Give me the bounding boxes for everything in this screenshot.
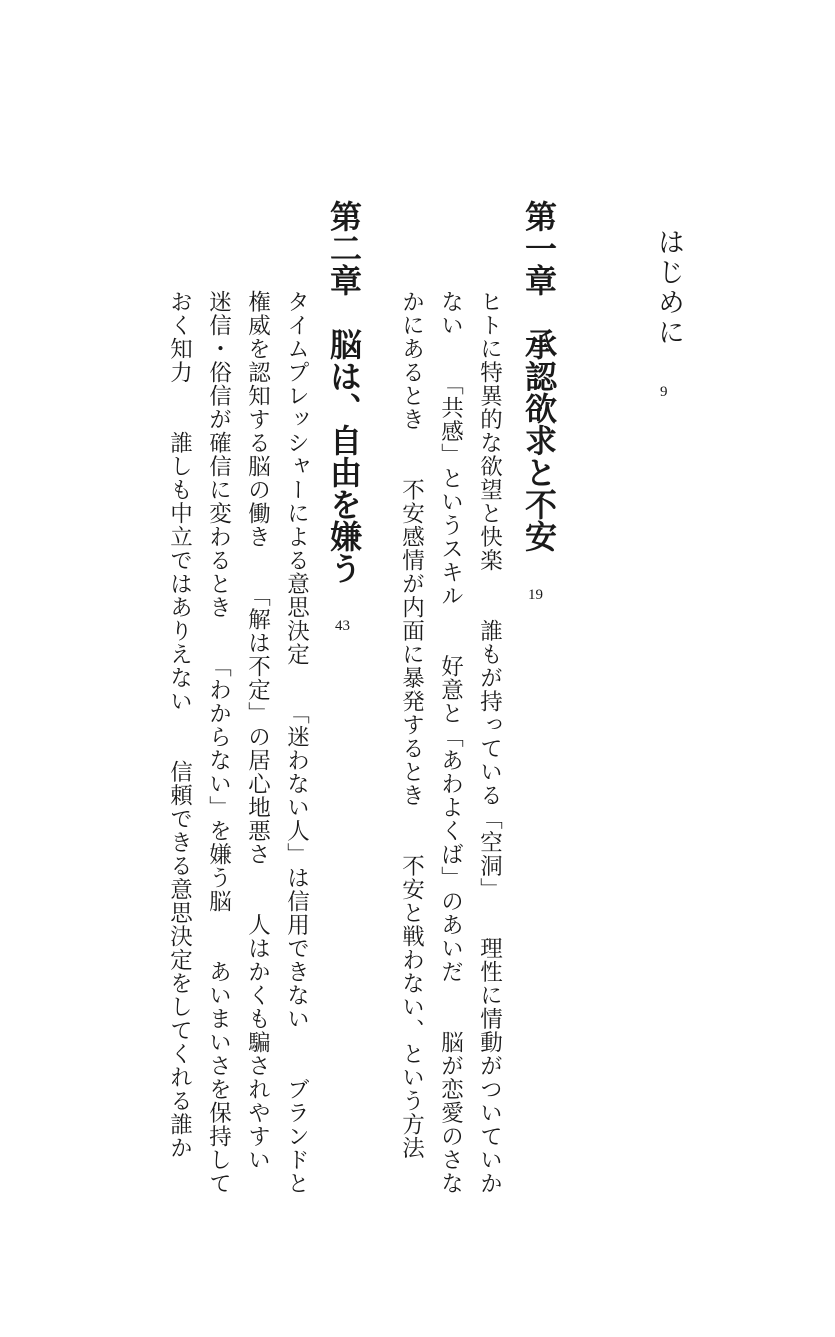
intro-title: はじめに [653,228,684,348]
chapter2-line-3: 迷信・俗信が確信に変わるとき 「わからない」を嫌う脳 あいまいさを保持して [205,290,232,1196]
intro-page-number: 9 [660,384,668,400]
chapter1-page-number: 19 [528,587,543,603]
chapter2-page-number: 43 [335,618,350,634]
chapter2-line-2: 権威を認知する脳の働き 「解は不定」の居心地悪さ 人はかくも騙されやすい [244,290,271,1172]
chapter2-line-4: おく知力 誰しも中立ではありえない 信頼できる意思決定をしてくれる誰か [166,290,193,1160]
chapter2-line-1: タイムプレッシャーによる意思決定 「迷わない人」は信用できない ブランドと [283,290,310,1196]
chapter2-heading: 第二章 脳は、自由を嫌う [325,200,363,584]
chapter1-line-2: ない 「共感」というスキル 好意と「あわよくば」のあいだ 脳が恋愛のさな [437,290,464,1196]
chapter1-heading: 第一章 承認欲求と不安 [520,200,558,552]
chapter1-line-3: かにあるとき 不安感情が内面に暴発するとき 不安と戦わない、という方法 [398,290,425,1160]
chapter1-line-1: ヒトに特異的な欲望と快楽 誰もが持っている「空洞」 理性に情動がついていか [476,290,503,1196]
